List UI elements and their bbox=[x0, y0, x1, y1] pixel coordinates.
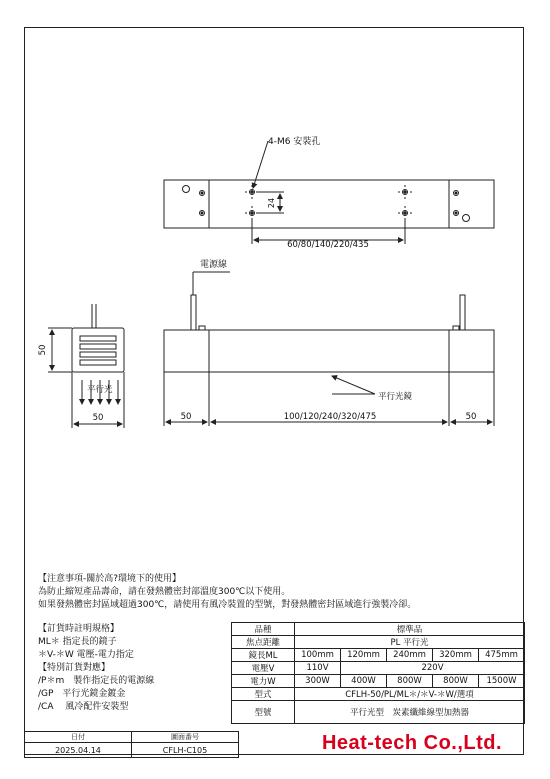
table-row bbox=[232, 688, 525, 701]
usage-notes bbox=[38, 573, 416, 612]
table-cell: 800W bbox=[433, 675, 479, 688]
top-length-label: 60/80/140/220/435 bbox=[287, 240, 369, 250]
height-label: 50 bbox=[38, 344, 48, 356]
table-cell: 120mm bbox=[341, 649, 387, 662]
order-item: ML＊ 指定長的鏡子 bbox=[38, 637, 117, 647]
table-cell: PL 平行光 bbox=[295, 636, 525, 649]
top-view-heater bbox=[164, 180, 494, 228]
table-cell: CFLH-50/PL/ML＊/＊V-＊W/選項 bbox=[295, 688, 525, 701]
order-item: ＊V-＊W 電壓-電力指定 bbox=[38, 650, 134, 660]
notes-line: 為防止縮短產品壽命，請在發熱體密封部溫度300℃以下使用。 bbox=[38, 587, 291, 597]
mid-length-label: 100/120/240/320/475 bbox=[283, 412, 377, 422]
table-row bbox=[232, 662, 525, 675]
table-row bbox=[232, 701, 525, 724]
pitch-label: 24 bbox=[267, 197, 276, 209]
table-cell: 800W bbox=[387, 675, 433, 688]
table-cell: 400W bbox=[341, 675, 387, 688]
table-header-cell: 品種 bbox=[232, 623, 295, 636]
table-cell: 300W bbox=[295, 675, 341, 688]
table-row bbox=[25, 743, 239, 758]
table-row bbox=[232, 636, 525, 649]
date-value: 2025.04.14 bbox=[25, 743, 132, 758]
cable-label: 電源線 bbox=[200, 260, 228, 270]
special-title: 【特別訂貨對應】 bbox=[38, 663, 111, 673]
table-row bbox=[232, 623, 525, 636]
light-label: 平行光 bbox=[87, 385, 113, 395]
order-item: /CA 風冷配件安裝型 bbox=[38, 702, 129, 712]
mirror-label: 平行光鏡 bbox=[378, 392, 413, 402]
date-header: 日付 bbox=[25, 732, 132, 743]
table-cell: 110V bbox=[295, 662, 341, 675]
table-cell: 平行光型 炭素纖維線型加熱器 bbox=[295, 701, 525, 724]
table-header-cell: 鏡長ML bbox=[232, 649, 295, 662]
front-view-heater bbox=[164, 272, 494, 372]
table-cell: 475mm bbox=[479, 649, 525, 662]
notes-line: 如果發熱體密封區域超過300℃，請使用有風冷裝置的型號，對發熱體密封區域進行強製冷卻。 bbox=[38, 600, 417, 610]
spec-table bbox=[231, 622, 525, 724]
table-header-cell: 型號 bbox=[232, 701, 295, 724]
table-cell: 240mm bbox=[387, 649, 433, 662]
table-cell: 220V bbox=[341, 662, 525, 675]
notes-title: 【注意事項-關於高?環境下的使用】 bbox=[38, 574, 182, 584]
table-header-cell: 電壓V bbox=[232, 662, 295, 675]
table-cell: 1500W bbox=[479, 675, 525, 688]
table-cell: 320mm bbox=[433, 649, 479, 662]
order-spec-notes bbox=[38, 623, 154, 714]
left-end-label: 50 bbox=[180, 412, 192, 422]
table-cell: 100mm bbox=[295, 649, 341, 662]
table-row bbox=[232, 649, 525, 662]
table-header-cell: 電力W bbox=[232, 675, 295, 688]
hole-label: 4-M6 安裝孔 bbox=[268, 137, 321, 147]
right-end-label: 50 bbox=[465, 412, 477, 422]
order-title: 【訂貨時註明規格】 bbox=[38, 624, 120, 634]
table-header-cell: 型式 bbox=[232, 688, 295, 701]
drawing-number-value: CFLH-C105 bbox=[132, 743, 239, 758]
company-logo: Heat-tech Co.,Ltd. bbox=[321, 732, 503, 754]
order-item: /GP 平行光鏡金鍍金 bbox=[38, 689, 126, 699]
side-width-label: 50 bbox=[92, 413, 104, 423]
table-header-cell: 焦点距離 bbox=[232, 636, 295, 649]
table-row bbox=[232, 675, 525, 688]
table-cell: 標準品 bbox=[295, 623, 525, 636]
drawing-number-header: 圖面番号 bbox=[132, 732, 239, 743]
table-row bbox=[25, 732, 239, 743]
order-item: /P＊m 製作指定長的電源線 bbox=[38, 676, 155, 686]
title-block bbox=[24, 731, 239, 758]
